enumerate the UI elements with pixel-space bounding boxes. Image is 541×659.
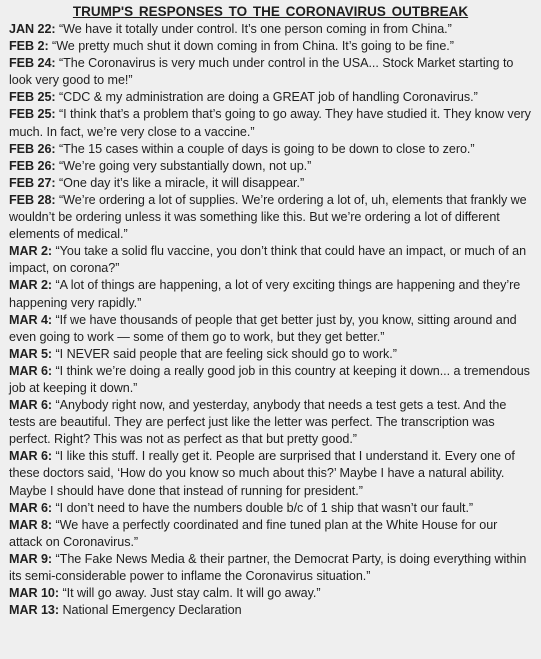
entry-quote: “You take a solid flu vaccine, you don’t think that could have an impact, or much of an impact, on corona?” (9, 244, 527, 276)
entry-date: FEB 25: (9, 107, 56, 122)
entry-quote: “I think that’s a problem that’s going to go away. They have studied it. They know very much. In fact, we’re very close to a vaccine.” (9, 107, 531, 139)
entry-date: FEB 26: (9, 158, 56, 173)
timeline-entry (9, 158, 532, 175)
timeline-entry (9, 141, 532, 158)
timeline-entry (9, 106, 532, 140)
entry-quote: “I like this stuff. I really get it. People are surprised that I understand it. Every one of these doctors said, ‘How do you know so much about this?’ Maybe I have a natural ability. Maybe I should have done that instead of running for president.” (9, 449, 515, 498)
timeline-entry (9, 551, 532, 585)
entry-date: FEB 28: (9, 192, 56, 207)
entry-quote: “We’re ordering a lot of supplies. We’re ordering a lot of, uh, elements that frankly we wouldn’t be ordering unless it was something like this. But we’re ordering a lot of different elements of medical.” (9, 192, 527, 242)
entry-quote: “Anybody right now, and yesterday, anybody that needs a test gets a test. And the tests are beautiful. They are perfect just like the letter was perfect. The transcription was perfect. Right? This was not as perfect as that but pretty good.” (9, 398, 507, 447)
timeline-entry (9, 500, 532, 517)
entry-date: JAN 22: (9, 22, 56, 36)
entry-quote: “I think we’re doing a really good job in this country at keeping it down... a tremendous job at keeping it down.” (9, 363, 530, 395)
entry-quote: “A lot of things are happening, a lot of very exciting things are happening and they’re happening very rapidly.” (9, 278, 521, 310)
timeline-entry (9, 363, 532, 397)
timeline-entry (9, 585, 532, 602)
entry-date: MAR 6: (9, 449, 53, 464)
entry-date: MAR 8: (9, 517, 53, 532)
entry-quote: “It will go away. Just stay calm. It will go away.” (62, 586, 321, 601)
timeline-entry (9, 243, 532, 277)
entry-date: MAR 6: (9, 500, 53, 515)
entry-date: MAR 13: (9, 603, 60, 618)
timeline-entry (9, 517, 532, 551)
entry-quote: “The Fake News Media & their partner, the Democrat Party, is doing everything within its semi-considerable power to inflame the Coronavirus situation.” (9, 551, 527, 583)
entry-quote: “If we have thousands of people that get better just by, you know, sitting around and even going to work — some of them go to work, but they get better.” (9, 312, 517, 344)
entry-date: MAR 6: (9, 398, 53, 413)
entry-date: MAR 2: (9, 244, 53, 259)
entry-date: MAR 5: (9, 346, 53, 361)
entry-date: MAR 9: (9, 551, 53, 566)
document-title: TRUMP'S RESPONSES TO THE CORONAVIRUS OUTBREAK (72, 4, 469, 19)
entry-quote: “We’re going very substantially down, not up.” (59, 158, 312, 173)
timeline-entry (9, 21, 532, 38)
timeline-entry (9, 175, 532, 192)
timeline-entry (9, 602, 532, 619)
entry-quote: “CDC & my administration are doing a GREAT job of handling Coronavirus.” (59, 90, 478, 105)
entry-date: FEB 25: (9, 90, 56, 105)
entry-date: FEB 26: (9, 141, 56, 156)
entry-date: MAR 6: (9, 363, 53, 378)
entry-quote: “One day it’s like a miracle, it will disappear.” (59, 175, 305, 190)
entry-quote: “We have a perfectly coordinated and fine tuned plan at the White House for our attack on Coronavirus.” (9, 517, 498, 549)
entry-quote: “I don’t need to have the numbers double b/c of 1 ship that wasn’t our fault.” (55, 500, 474, 515)
entry-date: FEB 27: (9, 175, 56, 190)
entry-quote: “The 15 cases within a couple of days is going to be down to close to zero.” (59, 141, 475, 156)
timeline-entry (9, 55, 532, 89)
entry-quote: “We have it totally under control. It’s one person coming in from China.” (59, 22, 452, 36)
timeline-list (9, 21, 532, 619)
entry-quote: National Emergency Declaration (62, 603, 242, 618)
timeline-entry (9, 192, 532, 243)
timeline-entry (9, 312, 532, 346)
entry-quote: “The Coronavirus is very much under control in the USA... Stock Market starting to look very good to me!” (9, 56, 514, 88)
timeline-entry (9, 38, 532, 55)
entry-date: FEB 24: (9, 56, 56, 71)
entry-date: FEB 2: (9, 39, 49, 54)
timeline-entry (9, 448, 532, 499)
entry-quote: “We pretty much shut it down coming in from China. It’s going to be fine.” (52, 39, 454, 54)
timeline-entry (9, 277, 532, 311)
entry-date: MAR 10: (9, 586, 60, 601)
entry-date: MAR 2: (9, 278, 53, 293)
timeline-entry (9, 346, 532, 363)
timeline-entry (9, 397, 532, 448)
timeline-entry (9, 89, 532, 106)
entry-date: MAR 4: (9, 312, 53, 327)
entry-quote: “I NEVER said people that are feeling sick should go to work.” (55, 346, 397, 361)
